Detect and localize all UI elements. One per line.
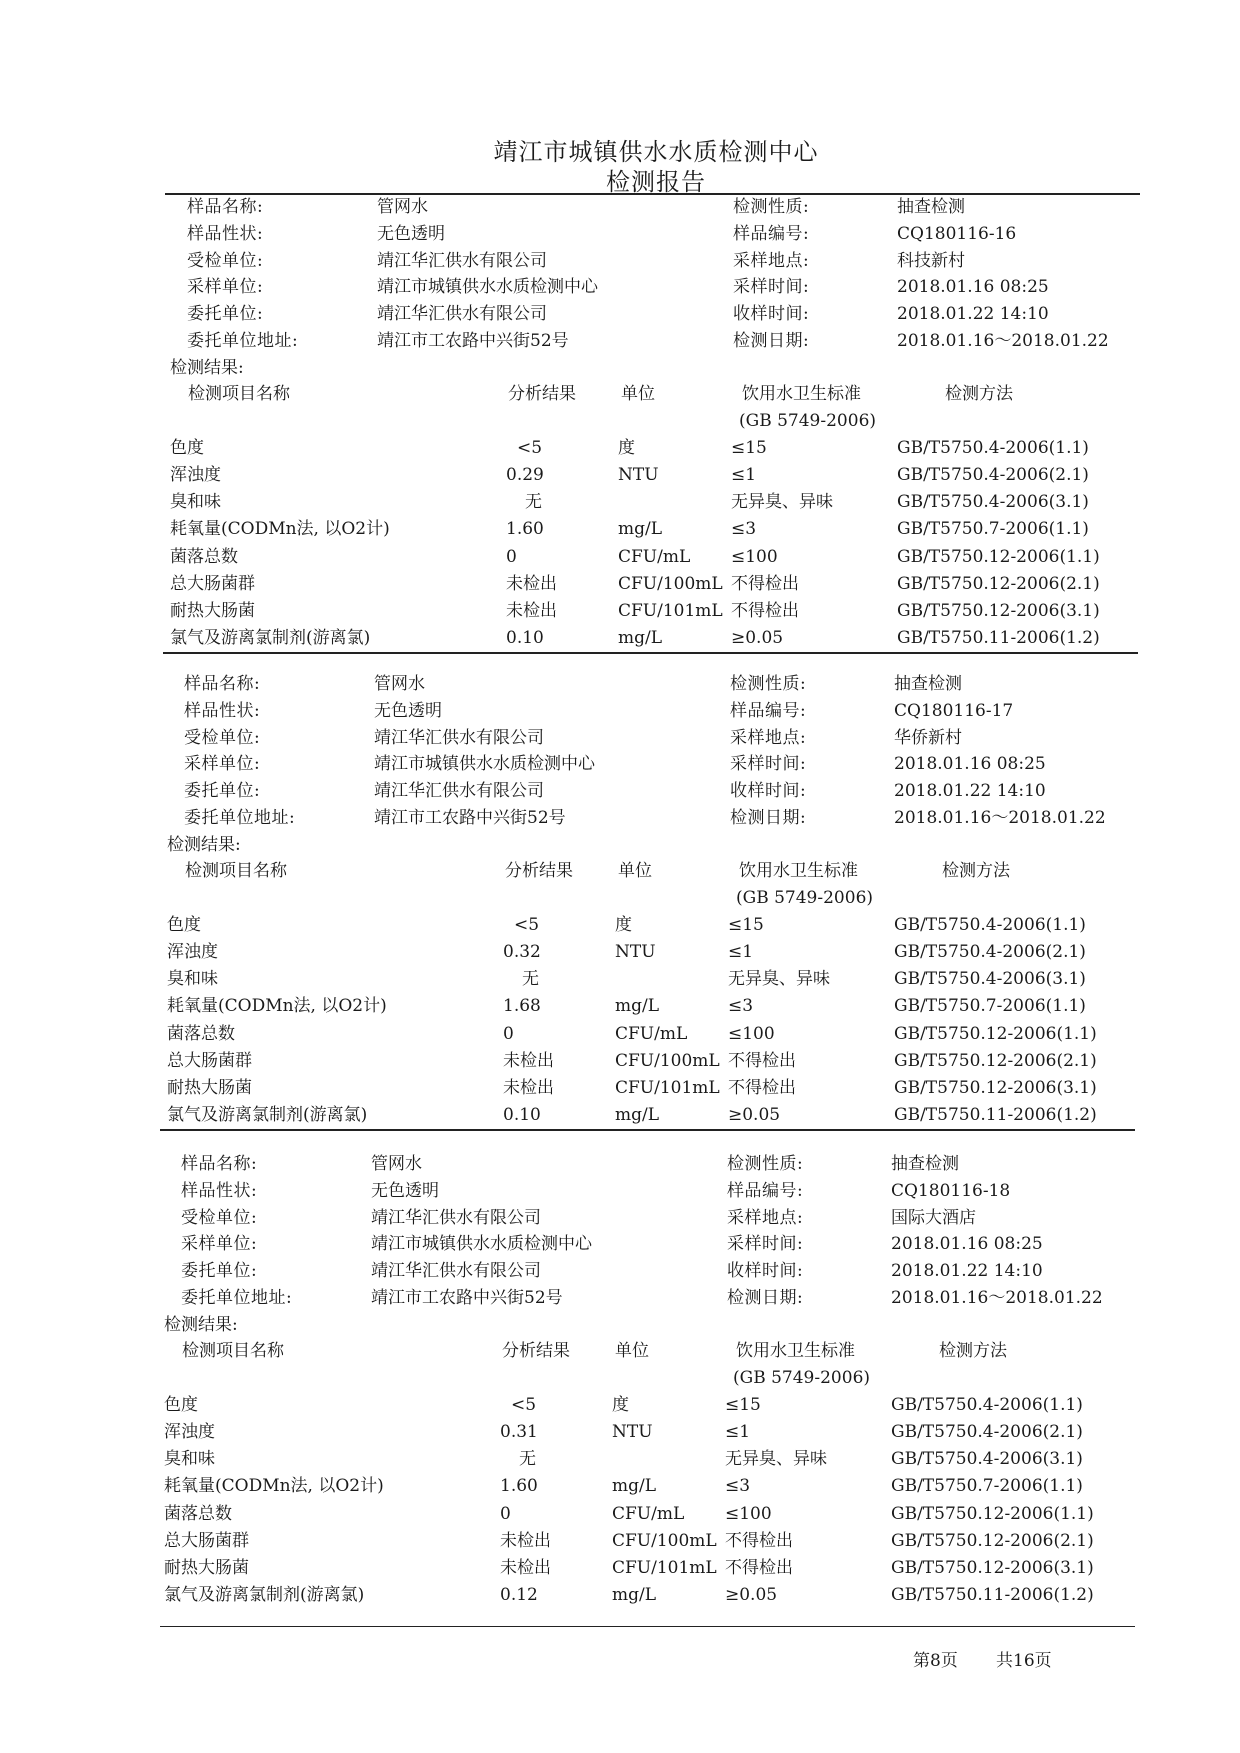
sample-divider: [163, 652, 1138, 654]
item-method: GB/T5750.12-2006(3.1): [894, 1078, 1097, 1098]
item-standard: ≤3: [725, 1476, 751, 1497]
item-result: 无: [522, 969, 539, 990]
item-standard: 无异臭、异味: [725, 1449, 827, 1470]
item-name: 耗氧量(CODMn法, 以O2计): [164, 1476, 384, 1497]
label-sample-no: 样品编号:: [733, 223, 810, 244]
results-label: 检测结果:: [170, 357, 244, 378]
item-unit: NTU: [615, 942, 656, 962]
sample-no-value: CQ180116-17: [894, 700, 1014, 721]
item-name: 总大肠菌群: [167, 1050, 252, 1071]
item-result: 0.32: [503, 942, 541, 962]
item-standard: 不得检出: [725, 1558, 793, 1578]
col-method: 检测方法: [942, 860, 1010, 881]
item-method: GB/T5750.7-2006(1.1): [891, 1476, 1083, 1497]
label-client-address: 委托单位地址:: [181, 1288, 293, 1308]
item-result: 1.60: [506, 519, 544, 540]
label-test-date: 检测日期:: [727, 1288, 804, 1308]
inspected-unit-value: 靖江华汇供水有限公司: [374, 727, 544, 748]
sample-divider: [160, 1129, 1135, 1131]
item-standard: 不得检出: [731, 601, 799, 621]
item-name: 氯气及游离氯制剂(游离氯): [170, 628, 371, 649]
sampling-time-value: 2018.01.16 08:25: [894, 754, 1046, 775]
label-client-unit: 委托单位:: [181, 1261, 258, 1282]
sampling-time-value: 2018.01.16 08:25: [897, 277, 1049, 298]
item-standard: 不得检出: [725, 1530, 793, 1551]
item-name: 菌落总数: [164, 1503, 232, 1524]
item-method: GB/T5750.4-2006(3.1): [891, 1449, 1083, 1470]
item-unit: CFU/101mL: [618, 601, 723, 621]
item-unit: NTU: [612, 1422, 653, 1442]
sampling-unit-value: 靖江市城镇供水水质检测中心: [371, 1234, 592, 1255]
label-sampling-unit: 采样单位:: [184, 754, 261, 775]
client-address-value: 靖江市工农路中兴街52号: [371, 1288, 563, 1308]
item-name: 总大肠菌群: [164, 1530, 249, 1551]
sampling-unit-value: 靖江市城镇供水水质检测中心: [374, 754, 595, 775]
item-name: 耗氧量(CODMn法, 以O2计): [167, 996, 387, 1017]
col-standard-ref: (GB 5749-2006): [736, 887, 874, 908]
item-method: GB/T5750.4-2006(3.1): [897, 492, 1089, 513]
client-address-value: 靖江市工农路中兴街52号: [377, 331, 569, 351]
label-sampling-unit: 采样单位:: [181, 1234, 258, 1255]
label-sample-state: 样品性状:: [187, 223, 264, 244]
item-name: 臭和味: [164, 1449, 215, 1470]
label-sampling-site: 采样地点:: [730, 727, 807, 748]
item-result: 0: [503, 1023, 514, 1044]
item-name: 浑浊度: [167, 942, 218, 962]
item-standard: 不得检出: [728, 1078, 796, 1098]
col-result: 分析结果: [502, 1340, 570, 1361]
item-method: GB/T5750.12-2006(3.1): [891, 1558, 1094, 1578]
item-standard: 无异臭、异味: [728, 969, 830, 990]
sampling-site-value: 华侨新村: [894, 727, 962, 748]
item-result: 未检出: [506, 601, 557, 621]
col-method: 检测方法: [945, 383, 1013, 404]
item-result: 0.29: [506, 465, 544, 485]
label-sample-state: 样品性状:: [184, 700, 261, 721]
client-unit-value: 靖江华汇供水有限公司: [374, 781, 544, 802]
test-type-value: 抽查检测: [894, 674, 962, 694]
page-total: 共16页: [996, 1651, 1052, 1671]
label-client-address: 委托单位地址:: [187, 331, 299, 351]
col-standard: 饮用水卫生标准: [739, 860, 858, 881]
item-unit: 度: [612, 1394, 629, 1415]
item-standard: ≤1: [731, 465, 757, 485]
item-result: 0.31: [500, 1422, 538, 1442]
item-standard: ≤1: [725, 1422, 751, 1442]
col-standard-ref: (GB 5749-2006): [733, 1367, 871, 1388]
item-standard: 不得检出: [728, 1050, 796, 1071]
client-unit-value: 靖江华汇供水有限公司: [377, 304, 547, 325]
col-unit: 单位: [621, 383, 655, 404]
sample-name-value: 管网水: [377, 197, 428, 217]
item-unit: mg/L: [615, 996, 660, 1017]
item-name: 菌落总数: [170, 546, 238, 567]
item-result: 未检出: [506, 573, 557, 594]
sampling-time-value: 2018.01.16 08:25: [891, 1234, 1043, 1255]
item-unit: 度: [618, 437, 635, 458]
item-standard: ≤100: [728, 1023, 775, 1044]
test-date-value: 2018.01.16～2018.01.22: [897, 331, 1109, 351]
item-result: 0.10: [506, 628, 544, 649]
item-standard: ≥0.05: [731, 628, 784, 649]
label-sample-no: 样品编号:: [730, 700, 807, 721]
item-name: 氯气及游离氯制剂(游离氯): [164, 1585, 365, 1606]
sample-no-value: CQ180116-16: [897, 223, 1017, 244]
sample-no-value: CQ180116-18: [891, 1180, 1011, 1201]
sample-state-value: 无色透明: [371, 1180, 439, 1201]
item-unit: CFU/100mL: [615, 1050, 720, 1071]
label-client-unit: 委托单位:: [187, 304, 264, 325]
item-name: 色度: [164, 1394, 198, 1415]
item-name: 耗氧量(CODMn法, 以O2计): [170, 519, 390, 540]
item-unit: CFU/mL: [615, 1023, 688, 1044]
sampling-site-value: 科技新村: [897, 250, 965, 271]
client-address-value: 靖江市工农路中兴街52号: [374, 808, 566, 828]
item-standard: ≤15: [731, 437, 767, 458]
col-standard-ref: (GB 5749-2006): [739, 410, 877, 431]
label-test-date: 检测日期:: [730, 808, 807, 828]
page-number: 第8页: [913, 1651, 958, 1671]
item-method: GB/T5750.4-2006(2.1): [894, 942, 1086, 962]
sample-state-value: 无色透明: [377, 223, 445, 244]
item-method: GB/T5750.4-2006(1.1): [894, 914, 1086, 935]
label-inspected-unit: 受检单位:: [187, 250, 264, 271]
col-unit: 单位: [618, 860, 652, 881]
item-standard: ≤3: [728, 996, 754, 1017]
label-sampling-unit: 采样单位:: [187, 277, 264, 298]
item-name: 浑浊度: [164, 1422, 215, 1442]
item-result: 0.10: [503, 1105, 541, 1126]
item-standard: ≥0.05: [728, 1105, 781, 1126]
item-name: 臭和味: [170, 492, 221, 513]
item-unit: mg/L: [618, 628, 663, 649]
label-sample-name: 样品名称:: [187, 197, 264, 217]
item-method: GB/T5750.12-2006(1.1): [897, 546, 1100, 567]
label-sampling-time: 采样时间:: [733, 277, 810, 298]
inspected-unit-value: 靖江华汇供水有限公司: [377, 250, 547, 271]
item-unit: CFU/100mL: [612, 1530, 717, 1551]
item-name: 臭和味: [167, 969, 218, 990]
label-test-type: 检测性质:: [727, 1154, 804, 1174]
top-rule: [165, 193, 1140, 195]
item-name: 色度: [170, 437, 204, 458]
results-label: 检测结果:: [164, 1314, 238, 1335]
item-standard: 不得检出: [731, 573, 799, 594]
item-method: GB/T5750.7-2006(1.1): [897, 519, 1089, 540]
item-method: GB/T5750.11-2006(1.2): [894, 1105, 1097, 1126]
item-result: 未检出: [500, 1558, 551, 1578]
item-unit: CFU/mL: [612, 1503, 685, 1524]
item-method: GB/T5750.7-2006(1.1): [894, 996, 1086, 1017]
label-sample-name: 样品名称:: [181, 1154, 258, 1174]
item-method: GB/T5750.4-2006(1.1): [891, 1394, 1083, 1415]
label-sample-name: 样品名称:: [184, 674, 261, 694]
label-sample-no: 样品编号:: [727, 1180, 804, 1201]
item-result: 无: [519, 1449, 536, 1470]
item-name: 耐热大肠菌: [167, 1078, 252, 1098]
item-result: 无: [525, 492, 542, 513]
sampling-unit-value: 靖江市城镇供水水质检测中心: [377, 277, 598, 298]
label-inspected-unit: 受检单位:: [181, 1207, 258, 1228]
org-title: 靖江市城镇供水水质检测中心: [493, 138, 819, 166]
inspected-unit-value: 靖江华汇供水有限公司: [371, 1207, 541, 1228]
item-method: GB/T5750.12-2006(2.1): [894, 1050, 1097, 1071]
item-result: 0: [500, 1503, 511, 1524]
label-test-date: 检测日期:: [733, 331, 810, 351]
item-name: 色度: [167, 914, 201, 935]
test-type-value: 抽查检测: [891, 1154, 959, 1174]
col-standard: 饮用水卫生标准: [736, 1340, 855, 1361]
col-item: 检测项目名称: [185, 860, 287, 881]
item-result: 1.68: [503, 996, 541, 1017]
item-method: GB/T5750.4-2006(1.1): [897, 437, 1089, 458]
label-receipt-time: 收样时间:: [727, 1261, 804, 1282]
col-standard: 饮用水卫生标准: [742, 383, 861, 404]
item-result: 未检出: [500, 1530, 551, 1551]
item-unit: mg/L: [618, 519, 663, 540]
results-label: 检测结果:: [167, 834, 241, 855]
label-sampling-time: 采样时间:: [730, 754, 807, 775]
item-standard: ≤15: [725, 1394, 761, 1415]
test-type-value: 抽查检测: [897, 197, 965, 217]
item-method: GB/T5750.4-2006(3.1): [894, 969, 1086, 990]
item-standard: 无异臭、异味: [731, 492, 833, 513]
label-client-unit: 委托单位:: [184, 781, 261, 802]
label-receipt-time: 收样时间:: [733, 304, 810, 325]
item-standard: ≥0.05: [725, 1585, 778, 1606]
item-method: GB/T5750.4-2006(2.1): [891, 1422, 1083, 1442]
item-unit: NTU: [618, 465, 659, 485]
item-method: GB/T5750.12-2006(3.1): [897, 601, 1100, 621]
col-item: 检测项目名称: [182, 1340, 284, 1361]
item-standard: ≤15: [728, 914, 764, 935]
label-inspected-unit: 受检单位:: [184, 727, 261, 748]
item-standard: ≤100: [725, 1503, 772, 1524]
col-item: 检测项目名称: [188, 383, 290, 404]
sample-state-value: 无色透明: [374, 700, 442, 721]
item-result: 未检出: [503, 1050, 554, 1071]
report-title: 检测报告: [606, 168, 706, 196]
label-test-type: 检测性质:: [733, 197, 810, 217]
item-result: 0: [506, 546, 517, 567]
item-unit: CFU/100mL: [618, 573, 723, 594]
item-standard: ≤100: [731, 546, 778, 567]
item-method: GB/T5750.11-2006(1.2): [897, 628, 1100, 649]
label-sampling-site: 采样地点:: [727, 1207, 804, 1228]
label-client-address: 委托单位地址:: [184, 808, 296, 828]
item-name: 菌落总数: [167, 1023, 235, 1044]
label-receipt-time: 收样时间:: [730, 781, 807, 802]
item-result: <5: [511, 1394, 537, 1415]
col-unit: 单位: [615, 1340, 649, 1361]
receipt-time-value: 2018.01.22 14:10: [897, 304, 1049, 325]
item-unit: mg/L: [615, 1105, 660, 1126]
item-unit: CFU/mL: [618, 546, 691, 567]
sample-name-value: 管网水: [374, 674, 425, 694]
item-method: GB/T5750.11-2006(1.2): [891, 1585, 1094, 1606]
item-name: 氯气及游离氯制剂(游离氯): [167, 1105, 368, 1126]
item-result: <5: [514, 914, 540, 935]
label-test-type: 检测性质:: [730, 674, 807, 694]
col-result: 分析结果: [505, 860, 573, 881]
test-date-value: 2018.01.16～2018.01.22: [891, 1288, 1103, 1308]
receipt-time-value: 2018.01.22 14:10: [891, 1261, 1043, 1282]
item-method: GB/T5750.12-2006(2.1): [897, 573, 1100, 594]
sampling-site-value: 国际大酒店: [891, 1207, 976, 1228]
item-unit: CFU/101mL: [612, 1558, 717, 1578]
item-unit: mg/L: [612, 1585, 657, 1606]
receipt-time-value: 2018.01.22 14:10: [894, 781, 1046, 802]
item-name: 浑浊度: [170, 465, 221, 485]
item-result: 1.60: [500, 1476, 538, 1497]
item-method: GB/T5750.12-2006(1.1): [891, 1503, 1094, 1524]
item-standard: ≤3: [731, 519, 757, 540]
label-sample-state: 样品性状:: [181, 1180, 258, 1201]
item-unit: 度: [615, 914, 632, 935]
col-method: 检测方法: [939, 1340, 1007, 1361]
item-method: GB/T5750.12-2006(2.1): [891, 1530, 1094, 1551]
item-result: <5: [517, 437, 543, 458]
label-sampling-time: 采样时间:: [727, 1234, 804, 1255]
item-method: GB/T5750.12-2006(1.1): [894, 1023, 1097, 1044]
item-unit: mg/L: [612, 1476, 657, 1497]
item-result: 0.12: [500, 1585, 538, 1606]
sample-name-value: 管网水: [371, 1154, 422, 1174]
item-result: 未检出: [503, 1078, 554, 1098]
item-method: GB/T5750.4-2006(2.1): [897, 465, 1089, 485]
item-name: 耐热大肠菌: [164, 1558, 249, 1578]
item-name: 总大肠菌群: [170, 573, 255, 594]
test-date-value: 2018.01.16～2018.01.22: [894, 808, 1106, 828]
item-name: 耐热大肠菌: [170, 601, 255, 621]
client-unit-value: 靖江华汇供水有限公司: [371, 1261, 541, 1282]
label-sampling-site: 采样地点:: [733, 250, 810, 271]
item-unit: CFU/101mL: [615, 1078, 720, 1098]
item-standard: ≤1: [728, 942, 754, 962]
bottom-rule: [160, 1626, 1135, 1627]
col-result: 分析结果: [508, 383, 576, 404]
